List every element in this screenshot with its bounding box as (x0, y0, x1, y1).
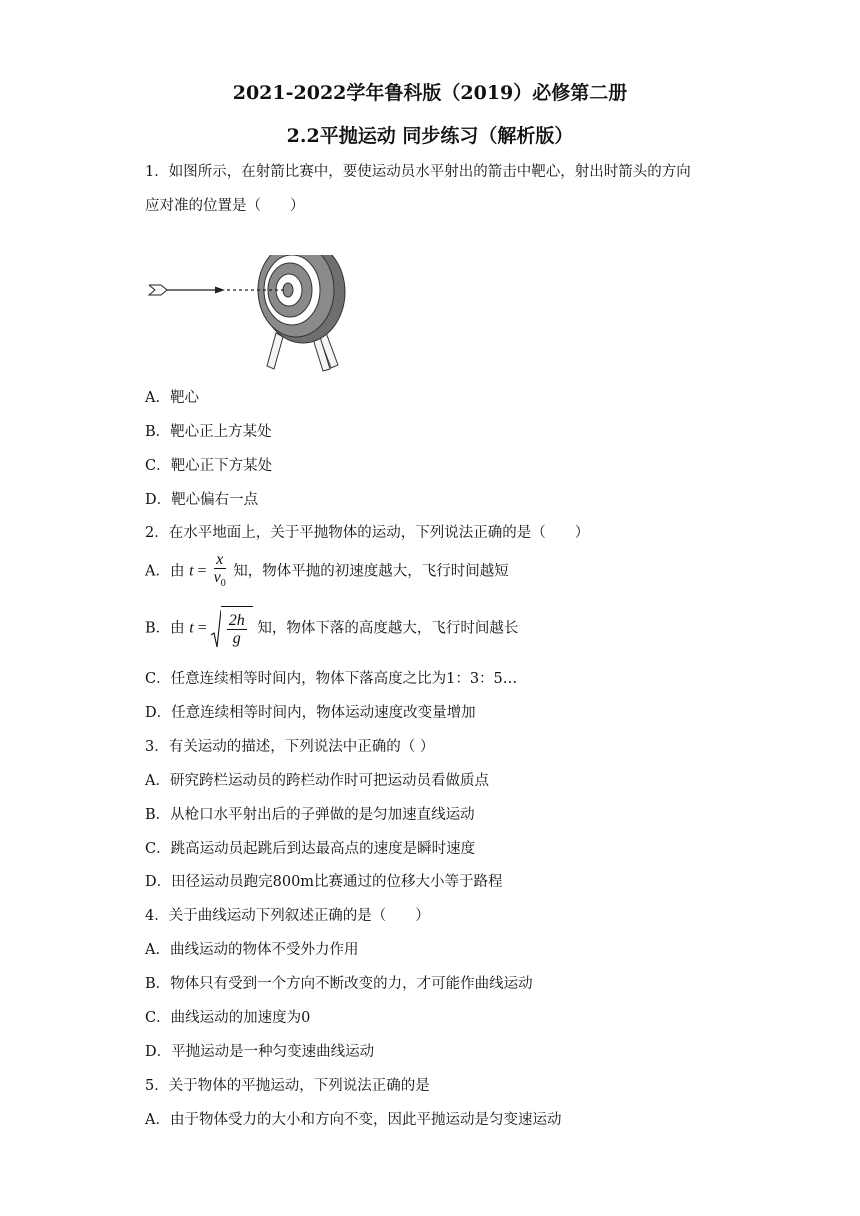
question-5-option-a: A．由于物体受力的大小和方向不变，因此平抛运动是匀变速运动 (145, 1112, 562, 1128)
formula-x-over-v0 (214, 551, 226, 592)
question-3-option-d: D．田径运动员跑完800m比赛通过的位移大小等于路程 (145, 874, 503, 890)
question-2-option-a (145, 551, 509, 592)
document-title-line1: 2021-2022学年鲁科版（2019）必修第二册 (232, 82, 628, 104)
target-bullseye (283, 283, 293, 297)
option-a-prefix: A．由 (145, 563, 185, 580)
question-4-option-a: A．曲线运动的物体不受外力作用 (145, 942, 359, 958)
question-4-option-c: C．曲线运动的加速度为0 (145, 1010, 311, 1026)
question-4-option-d: D．平抛运动是一种匀变速曲线运动 (145, 1044, 375, 1060)
question-1-option-b: B．靶心正上方某处 (145, 424, 272, 440)
sqrt-fraction-numerator: 2h (228, 611, 245, 629)
question-2-option-b (145, 606, 518, 651)
option-b-t: t (189, 619, 194, 637)
fraction-denominator: v (213, 569, 221, 586)
question-4-stem: 4．关于曲线运动下列叙述正确的是（ ） (145, 908, 430, 924)
question-2-option-c: C．任意连续相等时间内，物体下落高度之比为1：3：5… (145, 671, 518, 687)
fraction-denominator-subscript: 0 (220, 578, 226, 590)
arrow-fletching (149, 285, 167, 295)
question-1-option-d: D．靶心偏右一点 (145, 492, 259, 508)
option-a-t: t (189, 562, 194, 580)
question-4-option-b: B．物体只有受到一个方向不断改变的力，才可能作曲线运动 (145, 976, 533, 992)
question-2-option-d: D．任意连续相等时间内，物体运动速度改变量增加 (145, 705, 476, 721)
question-5-stem: 5．关于物体的平抛运动，下列说法正确的是 (145, 1078, 430, 1094)
archery-target-figure (145, 255, 355, 375)
option-b-prefix: B．由 (145, 620, 185, 637)
question-2-stem: 2．在水平地面上，关于平抛物体的运动，下列说法正确的是（ ） (145, 525, 590, 541)
formula-sqrt-2h-over-g (211, 606, 253, 651)
option-b-equals: = (193, 619, 211, 637)
document-title-line2: 2.2平抛运动 同步练习（解析版） (286, 125, 574, 147)
option-b-suffix: 知，物体下落的高度越大，飞行时间越长 (257, 620, 519, 637)
radical-sign (211, 609, 221, 649)
question-1-option-a: A．靶心 (145, 390, 199, 406)
question-1-stem-line1: 1．如图所示，在射箭比赛中，要使运动员水平射出的箭击中靶心，射出时箭头的方向 (145, 164, 691, 180)
question-1-stem-line2: 应对准的位置是（ ） (145, 198, 305, 214)
question-3-option-c: C．跳高运动员起跳后到达最高点的速度是瞬时速度 (145, 841, 476, 857)
question-3-option-b: B．从枪口水平射出后的子弹做的是匀加速直线运动 (145, 807, 475, 823)
target-leg-left (267, 333, 283, 369)
fraction-numerator: x (214, 551, 226, 569)
option-a-suffix: 知，物体平抛的初速度越大，飞行时间越短 (233, 563, 509, 580)
question-3-stem: 3．有关运动的描述，下列说法中正确的（ ） (145, 739, 435, 755)
sqrt-fraction-denominator: g (232, 629, 241, 647)
option-a-equals: = (193, 562, 211, 580)
arrow-head (215, 287, 225, 294)
question-3-option-a: A．研究跨栏运动员的跨栏动作时可把运动员看做质点 (145, 773, 489, 789)
question-1-option-c: C．靶心正下方某处 (145, 458, 273, 474)
